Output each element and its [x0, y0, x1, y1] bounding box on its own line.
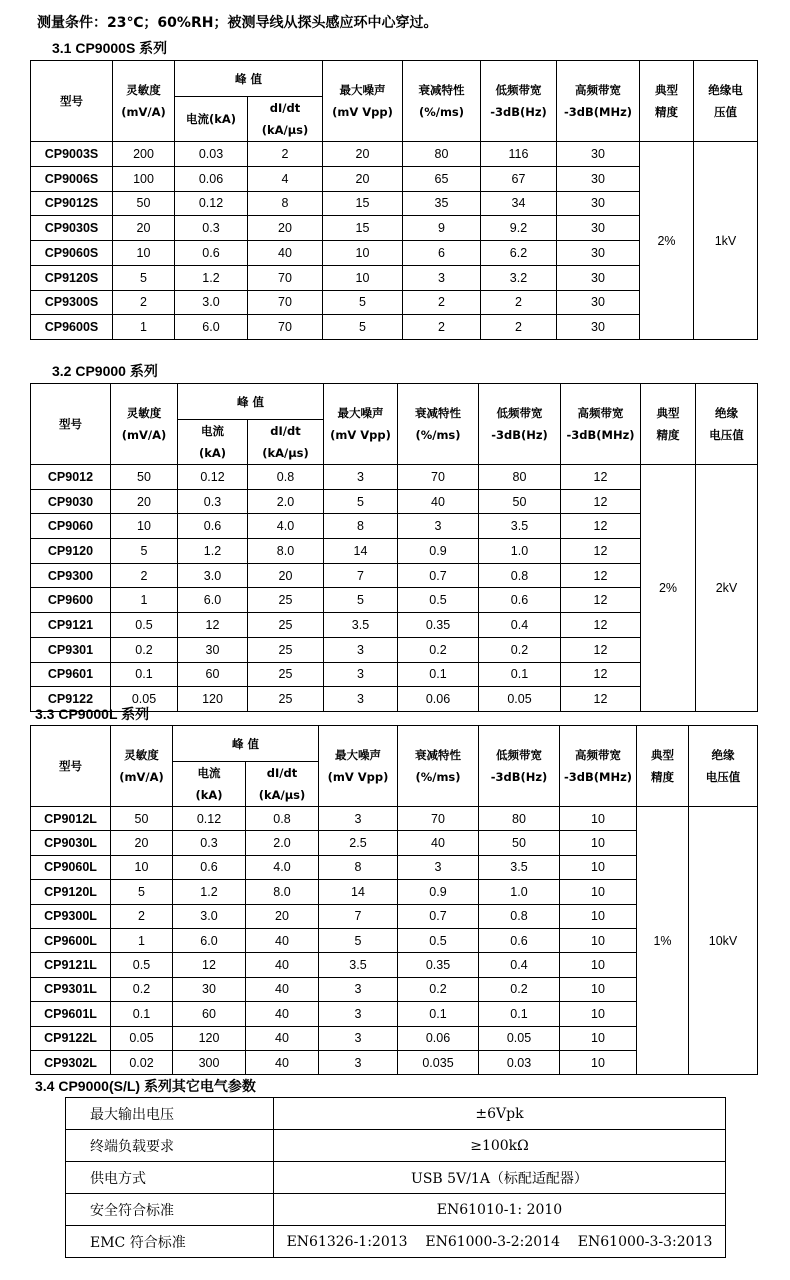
header-lf-bandwidth: 低频带宽 -3dB(Hz) — [479, 384, 561, 465]
value-cell: 60 — [178, 662, 248, 687]
model-cell: CP9120L — [31, 880, 111, 904]
value-cell: 4.0 — [246, 855, 319, 879]
value-cell: 10 — [111, 855, 173, 879]
value-cell: 2 — [481, 290, 557, 315]
value-cell: 1.2 — [173, 880, 246, 904]
header-didt: dI/dt (kA/μs) — [248, 420, 324, 465]
value-cell: 65 — [403, 166, 481, 191]
model-cell: CP9300L — [31, 904, 111, 928]
value-cell: 35 — [403, 191, 481, 216]
header-decay: 衰减特性 (%/ms) — [398, 726, 479, 807]
value-cell: 0.5 — [398, 928, 479, 952]
value-cell: 0.2 — [479, 637, 561, 662]
model-cell: CP9060 — [31, 514, 111, 539]
value-cell: 12 — [561, 563, 641, 588]
value-cell: 0.2 — [111, 977, 173, 1001]
value-cell: 8.0 — [246, 880, 319, 904]
value-cell: 12 — [561, 637, 641, 662]
header-didt: dI/dt (kA/μs) — [246, 762, 319, 807]
value-cell: 40 — [398, 831, 479, 855]
param-name: EMC 符合标准 — [66, 1226, 274, 1258]
value-cell: 3.0 — [178, 563, 248, 588]
value-cell: 40 — [246, 1002, 319, 1026]
header-lf-bandwidth: 低频带宽 -3dB(Hz) — [479, 726, 560, 807]
value-cell: 0.1 — [398, 1002, 479, 1026]
model-cell: CP9030 — [31, 489, 111, 514]
value-cell: 3.5 — [479, 855, 560, 879]
model-cell: CP9601 — [31, 662, 111, 687]
value-cell: 0.2 — [111, 637, 178, 662]
header-noise: 最大噪声 (mV Vpp) — [323, 61, 403, 142]
value-cell: 3 — [319, 1002, 398, 1026]
value-cell: 1 — [113, 315, 175, 340]
insulation-cell: 1kV — [694, 142, 758, 340]
value-cell: 80 — [479, 465, 561, 490]
model-cell: CP9600L — [31, 928, 111, 952]
value-cell: 300 — [173, 1050, 246, 1074]
header-hf-bandwidth: 高频带宽 -3dB(MHz) — [560, 726, 637, 807]
value-cell: 3 — [403, 265, 481, 290]
value-cell: 20 — [246, 904, 319, 928]
table-row — [66, 1162, 726, 1194]
value-cell: 0.03 — [175, 142, 248, 167]
value-cell: 40 — [246, 953, 319, 977]
value-cell: 3 — [319, 977, 398, 1001]
value-cell: 3.5 — [324, 613, 398, 638]
model-cell: CP9012L — [31, 807, 111, 831]
value-cell: 2 — [111, 904, 173, 928]
value-cell: 1 — [111, 928, 173, 952]
header-sensitivity: 灵敏度 (mV/A) — [111, 726, 173, 807]
model-cell: CP9122L — [31, 1026, 111, 1050]
value-cell: 6.2 — [481, 241, 557, 266]
param-name: 安全符合标准 — [66, 1194, 274, 1226]
value-cell: 5 — [323, 290, 403, 315]
value-cell: 10 — [560, 928, 637, 952]
cp9000s-spec-table — [30, 60, 758, 340]
value-cell: 8 — [248, 191, 323, 216]
value-cell: 0.35 — [398, 953, 479, 977]
value-cell: 70 — [398, 807, 479, 831]
value-cell: 25 — [248, 662, 324, 687]
value-cell: 0.35 — [398, 613, 479, 638]
value-cell: 2 — [113, 290, 175, 315]
value-cell: 40 — [246, 1050, 319, 1074]
value-cell: 3.5 — [319, 953, 398, 977]
value-cell: 10 — [560, 1050, 637, 1074]
table-row — [66, 1194, 726, 1226]
model-cell: CP9122 — [31, 687, 111, 712]
value-cell: 0.05 — [111, 1026, 173, 1050]
value-cell: 0.5 — [111, 613, 178, 638]
header-noise: 最大噪声 (mV Vpp) — [319, 726, 398, 807]
value-cell: 2 — [403, 315, 481, 340]
value-cell: 20 — [111, 489, 178, 514]
value-cell: 25 — [248, 637, 324, 662]
value-cell: 0.8 — [479, 563, 561, 588]
value-cell: 12 — [561, 489, 641, 514]
value-cell: 0.6 — [178, 514, 248, 539]
value-cell: 0.2 — [479, 977, 560, 1001]
value-cell: 10 — [560, 904, 637, 928]
value-cell: 0.7 — [398, 904, 479, 928]
value-cell: 3.0 — [173, 904, 246, 928]
model-cell: CP9120 — [31, 539, 111, 564]
value-cell: 120 — [173, 1026, 246, 1050]
value-cell: 7 — [324, 563, 398, 588]
value-cell: 6.0 — [178, 588, 248, 613]
value-cell: 3.5 — [479, 514, 561, 539]
value-cell: 50 — [479, 831, 560, 855]
value-cell: 30 — [557, 265, 640, 290]
value-cell: 1.2 — [175, 265, 248, 290]
value-cell: 4 — [248, 166, 323, 191]
value-cell: 40 — [248, 241, 323, 266]
value-cell: 0.2 — [398, 977, 479, 1001]
value-cell: 5 — [323, 315, 403, 340]
value-cell: 0.5 — [398, 588, 479, 613]
header-accuracy: 典型 精度 — [637, 726, 689, 807]
value-cell: 20 — [323, 142, 403, 167]
table-row — [66, 1098, 726, 1130]
header-current: 电流 (kA) — [178, 420, 248, 465]
value-cell: 0.1 — [479, 662, 561, 687]
value-cell: 0.9 — [398, 539, 479, 564]
header-didt: dI/dt (kA/μs) — [248, 97, 323, 142]
value-cell: 25 — [248, 687, 324, 712]
value-cell: 3 — [319, 807, 398, 831]
accuracy-cell: 2% — [640, 142, 694, 340]
param-value: ±6Vpk — [274, 1098, 726, 1130]
value-cell: 0.2 — [398, 637, 479, 662]
header-decay: 衰减特性 (%/ms) — [398, 384, 479, 465]
value-cell: 10 — [560, 1026, 637, 1050]
model-cell: CP9301 — [31, 637, 111, 662]
header-lf-bandwidth: 低频带宽 -3dB(Hz) — [481, 61, 557, 142]
value-cell: 0.6 — [479, 928, 560, 952]
cp9000l-spec-table — [30, 725, 758, 1075]
value-cell: 0.8 — [248, 465, 324, 490]
value-cell: 20 — [113, 216, 175, 241]
value-cell: 0.12 — [175, 191, 248, 216]
value-cell: 40 — [246, 1026, 319, 1050]
value-cell: 1.2 — [178, 539, 248, 564]
value-cell: 67 — [481, 166, 557, 191]
value-cell: 6.0 — [175, 315, 248, 340]
header-model: 型号 — [31, 726, 111, 807]
model-cell: CP9060S — [31, 241, 113, 266]
table-row — [31, 465, 758, 490]
value-cell: 10 — [323, 265, 403, 290]
value-cell: 1 — [111, 588, 178, 613]
header-accuracy: 典型 精度 — [641, 384, 696, 465]
value-cell: 3.2 — [481, 265, 557, 290]
model-cell: CP9300 — [31, 563, 111, 588]
section-3-1-title: 3.1 CP9000S 系列 — [52, 40, 168, 56]
value-cell: 10 — [111, 514, 178, 539]
value-cell: 9 — [403, 216, 481, 241]
header-peak: 峰 值 — [178, 384, 324, 420]
value-cell: 3.0 — [175, 290, 248, 315]
other-electrical-params-table — [65, 1097, 726, 1258]
value-cell: 0.03 — [479, 1050, 560, 1074]
header-peak: 峰 值 — [175, 61, 323, 97]
model-cell: CP9600S — [31, 315, 113, 340]
value-cell: 4.0 — [248, 514, 324, 539]
value-cell: 30 — [178, 637, 248, 662]
value-cell: 0.4 — [479, 613, 561, 638]
value-cell: 2 — [403, 290, 481, 315]
value-cell: 0.8 — [479, 904, 560, 928]
header-sensitivity: 灵敏度 (mV/A) — [113, 61, 175, 142]
header-hf-bandwidth: 高频带宽 -3dB(MHz) — [557, 61, 640, 142]
model-cell: CP9012S — [31, 191, 113, 216]
param-name: 供电方式 — [66, 1162, 274, 1194]
value-cell: 12 — [561, 588, 641, 613]
value-cell: 25 — [248, 613, 324, 638]
value-cell: 3 — [398, 855, 479, 879]
value-cell: 0.06 — [398, 1026, 479, 1050]
value-cell: 5 — [324, 588, 398, 613]
model-cell: CP9030L — [31, 831, 111, 855]
value-cell: 10 — [323, 241, 403, 266]
value-cell: 0.3 — [175, 216, 248, 241]
param-name: 最大输出电压 — [66, 1098, 274, 1130]
value-cell: 0.05 — [479, 687, 561, 712]
header-decay: 衰减特性 (%/ms) — [403, 61, 481, 142]
value-cell: 8.0 — [248, 539, 324, 564]
value-cell: 30 — [557, 290, 640, 315]
value-cell: 30 — [173, 977, 246, 1001]
value-cell: 3 — [324, 687, 398, 712]
value-cell: 30 — [557, 216, 640, 241]
table-row — [66, 1130, 726, 1162]
value-cell: 10 — [113, 241, 175, 266]
value-cell: 34 — [481, 191, 557, 216]
value-cell: 50 — [113, 191, 175, 216]
param-name: 终端负载要求 — [66, 1130, 274, 1162]
value-cell: 10 — [560, 1002, 637, 1026]
value-cell: 80 — [403, 142, 481, 167]
value-cell: 3 — [324, 637, 398, 662]
value-cell: 10 — [560, 831, 637, 855]
value-cell: 12 — [178, 613, 248, 638]
value-cell: 9.2 — [481, 216, 557, 241]
accuracy-cell: 2% — [641, 465, 696, 712]
value-cell: 15 — [323, 191, 403, 216]
value-cell: 0.8 — [246, 807, 319, 831]
section-3-3-title: 3.3 CP9000L 系列 — [35, 706, 150, 722]
model-cell: CP9301L — [31, 977, 111, 1001]
value-cell: 12 — [561, 514, 641, 539]
value-cell: 0.7 — [398, 563, 479, 588]
value-cell: 200 — [113, 142, 175, 167]
cp9000-spec-table — [30, 383, 758, 712]
value-cell: 6.0 — [173, 928, 246, 952]
model-cell: CP9003S — [31, 142, 113, 167]
value-cell: 12 — [561, 539, 641, 564]
value-cell: 1.0 — [479, 539, 561, 564]
param-value: EN61326-1:2013 EN61000-3-2:2014 EN61000-3-3:2013 — [274, 1226, 726, 1258]
value-cell: 0.1 — [479, 1002, 560, 1026]
header-insulation: 绝缘 电压值 — [696, 384, 758, 465]
model-cell: CP9030S — [31, 216, 113, 241]
value-cell: 2.5 — [319, 831, 398, 855]
accuracy-cell: 1% — [637, 807, 689, 1075]
value-cell: 0.12 — [178, 465, 248, 490]
value-cell: 50 — [479, 489, 561, 514]
value-cell: 70 — [248, 265, 323, 290]
value-cell: 0.06 — [175, 166, 248, 191]
value-cell: 0.6 — [479, 588, 561, 613]
value-cell: 14 — [324, 539, 398, 564]
value-cell: 5 — [111, 539, 178, 564]
header-current: 电流 (kA) — [173, 762, 246, 807]
value-cell: 70 — [248, 315, 323, 340]
value-cell: 0.02 — [111, 1050, 173, 1074]
value-cell: 3 — [324, 662, 398, 687]
header-insulation: 绝缘 电压值 — [689, 726, 758, 807]
model-cell: CP9006S — [31, 166, 113, 191]
header-current: 电流(kA) — [175, 97, 248, 142]
section-3-2-title: 3.2 CP9000 系列 — [52, 363, 158, 379]
value-cell: 0.1 — [111, 1002, 173, 1026]
value-cell: 2.0 — [248, 489, 324, 514]
value-cell: 0.9 — [398, 880, 479, 904]
value-cell: 30 — [557, 166, 640, 191]
value-cell: 20 — [248, 563, 324, 588]
value-cell: 10 — [560, 807, 637, 831]
param-value: USB 5V/1A（标配适配器） — [274, 1162, 726, 1194]
value-cell: 70 — [248, 290, 323, 315]
value-cell: 2 — [248, 142, 323, 167]
value-cell: 25 — [248, 588, 324, 613]
header-model: 型号 — [31, 61, 113, 142]
value-cell: 0.06 — [398, 687, 479, 712]
model-cell: CP9601L — [31, 1002, 111, 1026]
value-cell: 14 — [319, 880, 398, 904]
model-cell: CP9012 — [31, 465, 111, 490]
section-3-4-title: 3.4 CP9000(S/L) 系列其它电气参数 — [35, 1078, 256, 1094]
value-cell: 0.6 — [175, 241, 248, 266]
value-cell: 10 — [560, 880, 637, 904]
model-cell: CP9120S — [31, 265, 113, 290]
model-cell: CP9121 — [31, 613, 111, 638]
param-value: EN61010-1: 2010 — [274, 1194, 726, 1226]
value-cell: 3 — [319, 1050, 398, 1074]
model-cell: CP9600 — [31, 588, 111, 613]
header-peak: 峰 值 — [173, 726, 319, 762]
measurement-condition: 测量条件：23℃；60%RH；被测导线从探头感应环中心穿过。 — [37, 15, 438, 31]
value-cell: 7 — [319, 904, 398, 928]
table-row — [66, 1226, 726, 1258]
value-cell: 5 — [111, 880, 173, 904]
value-cell: 8 — [324, 514, 398, 539]
header-insulation: 绝缘电 压值 — [694, 61, 758, 142]
value-cell: 12 — [561, 465, 641, 490]
model-cell: CP9121L — [31, 953, 111, 977]
value-cell: 20 — [248, 216, 323, 241]
value-cell: 12 — [561, 662, 641, 687]
value-cell: 3 — [398, 514, 479, 539]
value-cell: 70 — [398, 465, 479, 490]
insulation-cell: 10kV — [689, 807, 758, 1075]
value-cell: 120 — [178, 687, 248, 712]
value-cell: 0.1 — [398, 662, 479, 687]
value-cell: 5 — [319, 928, 398, 952]
value-cell: 0.4 — [479, 953, 560, 977]
param-value: ≥100kΩ — [274, 1130, 726, 1162]
value-cell: 100 — [113, 166, 175, 191]
value-cell: 3 — [324, 465, 398, 490]
value-cell: 30 — [557, 142, 640, 167]
value-cell: 30 — [557, 315, 640, 340]
value-cell: 30 — [557, 241, 640, 266]
insulation-cell: 2kV — [696, 465, 758, 712]
value-cell: 30 — [557, 191, 640, 216]
value-cell: 10 — [560, 855, 637, 879]
value-cell: 3 — [319, 1026, 398, 1050]
value-cell: 80 — [479, 807, 560, 831]
value-cell: 0.1 — [111, 662, 178, 687]
value-cell: 15 — [323, 216, 403, 241]
value-cell: 12 — [561, 613, 641, 638]
value-cell: 0.05 — [479, 1026, 560, 1050]
value-cell: 0.035 — [398, 1050, 479, 1074]
table-row — [31, 807, 758, 831]
model-cell: CP9302L — [31, 1050, 111, 1074]
value-cell: 2 — [111, 563, 178, 588]
header-hf-bandwidth: 高频带宽 -3dB(MHz) — [561, 384, 641, 465]
value-cell: 0.5 — [111, 953, 173, 977]
value-cell: 0.3 — [178, 489, 248, 514]
value-cell: 2.0 — [246, 831, 319, 855]
value-cell: 40 — [246, 928, 319, 952]
header-accuracy: 典型 精度 — [640, 61, 694, 142]
value-cell: 40 — [398, 489, 479, 514]
table-row — [31, 142, 758, 167]
value-cell: 5 — [113, 265, 175, 290]
value-cell: 40 — [246, 977, 319, 1001]
value-cell: 12 — [561, 687, 641, 712]
value-cell: 20 — [111, 831, 173, 855]
model-cell: CP9060L — [31, 855, 111, 879]
value-cell: 8 — [319, 855, 398, 879]
model-cell: CP9300S — [31, 290, 113, 315]
value-cell: 10 — [560, 953, 637, 977]
value-cell: 116 — [481, 142, 557, 167]
value-cell: 0.05 — [111, 687, 178, 712]
value-cell: 0.12 — [173, 807, 246, 831]
value-cell: 5 — [324, 489, 398, 514]
header-model: 型号 — [31, 384, 111, 465]
value-cell: 20 — [323, 166, 403, 191]
value-cell: 2 — [481, 315, 557, 340]
value-cell: 6 — [403, 241, 481, 266]
value-cell: 60 — [173, 1002, 246, 1026]
value-cell: 50 — [111, 807, 173, 831]
header-noise: 最大噪声 (mV Vpp) — [324, 384, 398, 465]
value-cell: 0.6 — [173, 855, 246, 879]
value-cell: 0.3 — [173, 831, 246, 855]
value-cell: 1.0 — [479, 880, 560, 904]
header-sensitivity: 灵敏度 (mV/A) — [111, 384, 178, 465]
value-cell: 12 — [173, 953, 246, 977]
value-cell: 50 — [111, 465, 178, 490]
value-cell: 10 — [560, 977, 637, 1001]
